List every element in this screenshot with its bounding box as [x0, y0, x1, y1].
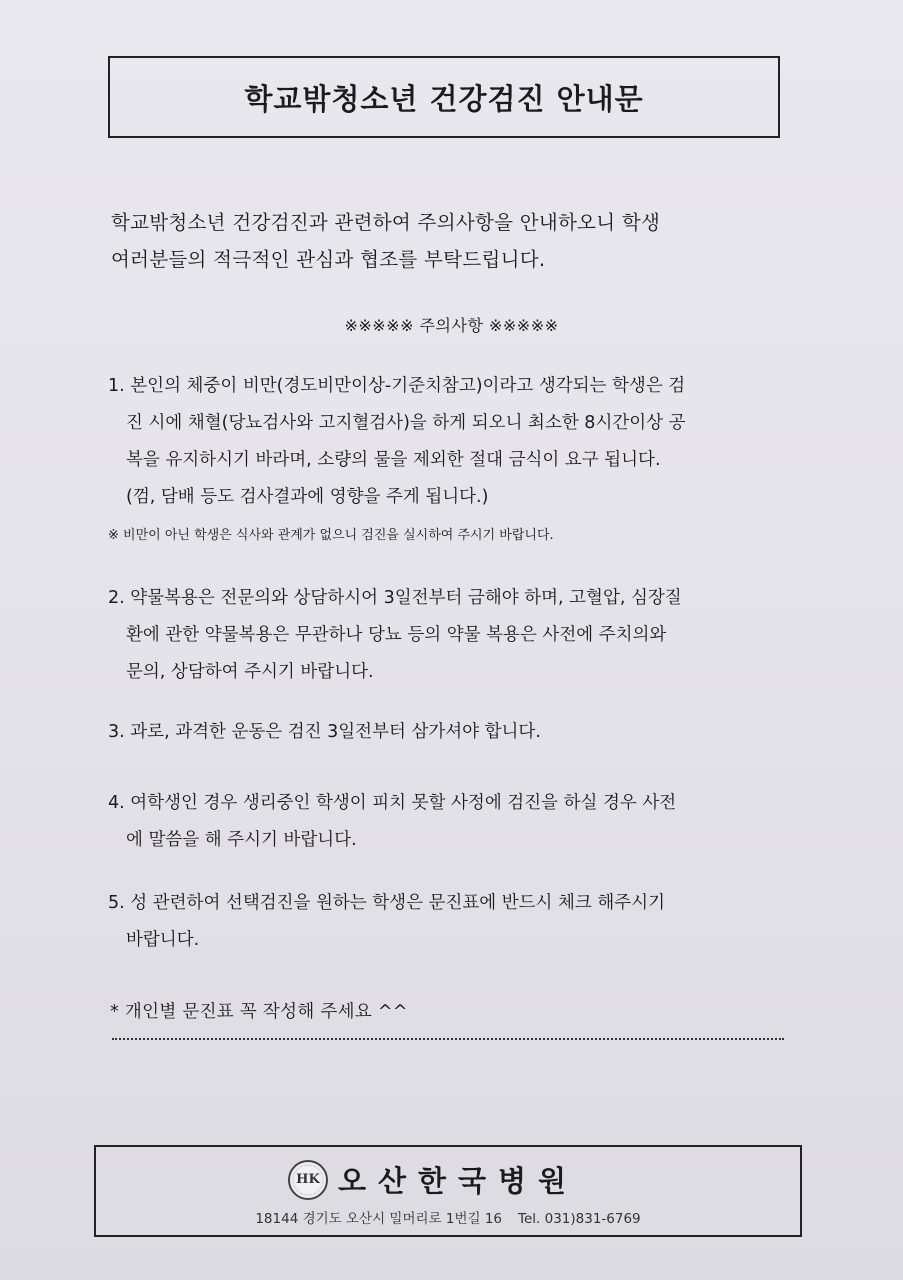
intro-line: 여러분들의 적극적인 관심과 협조를 부탁드립니다.	[111, 248, 546, 271]
notice-item-2	[108, 580, 798, 691]
item-line: 5. 성 관련하여 선택검진을 원하는 학생은 문진표에 반드시 체크 해주시기	[108, 893, 666, 913]
hospital-name: 오산한국병원	[337, 1164, 579, 1198]
item-line: 진 시에 채혈(당뇨검사와 고지혈검사)을 하게 되오니 최소한 8시간이상 공	[126, 413, 686, 433]
notice-item-5	[108, 885, 798, 959]
hospital-logo-icon	[288, 1160, 328, 1200]
reminder-text: * 개인별 문진표 꼭 작성해 주세요 ^^	[110, 1002, 408, 1022]
address-text: 18144 경기도 오산시 밀머리로 1번길 16	[255, 1211, 503, 1227]
dotted-divider	[112, 1038, 784, 1040]
notice-heading: ※※※※※ 주의사항 ※※※※※	[344, 316, 559, 335]
item-line: (껌, 담배 등도 검사결과에 영향을 주게 됩니다.)	[126, 487, 489, 507]
note-text: ※ 비만이 아닌 학생은 식사와 관계가 없으니 검진을 실시하여 주시기 바랍니다.	[108, 528, 554, 543]
item-line: 1. 본인의 체중이 비만(경도비만이상-기준치참고)이라고 생각되는 학생은 검	[108, 376, 686, 396]
footer-box	[94, 1145, 802, 1237]
item-line: 바랍니다.	[126, 930, 200, 950]
notice-item-3	[108, 714, 798, 751]
address-line	[96, 1207, 800, 1227]
intro-paragraph	[111, 204, 801, 278]
item-line: 환에 관한 약물복용은 무관하나 당뇨 등의 약물 복용은 사전에 주치의와	[126, 625, 667, 645]
item-line: 복을 유지하시기 바라며, 소량의 물을 제외한 절대 금식이 요구 됩니다.	[126, 450, 661, 470]
item-line: 2. 약물복용은 전문의와 상담하시어 3일전부터 금해야 하며, 고혈압, 심장질	[108, 588, 682, 608]
tel-text: Tel. 031)831-6769	[518, 1211, 641, 1227]
logo-text: HK	[296, 1172, 320, 1187]
item-line: 문의, 상담하여 주시기 바랍니다.	[126, 662, 374, 682]
document-title: 학교밖청소년 건강검진 안내문	[244, 81, 644, 116]
notice-item-1	[108, 368, 798, 516]
intro-line: 학교밖청소년 건강검진과 관련하여 주의사항을 안내하오니 학생	[111, 211, 661, 234]
item-line: 에 말씀을 해 주시기 바랍니다.	[126, 830, 357, 850]
title-box	[108, 56, 780, 138]
item-line: 4. 여학생인 경우 생리중인 학생이 피치 못할 사정에 검진을 하실 경우 사전	[108, 793, 677, 813]
item-line: 3. 과로, 과격한 운동은 검진 3일전부터 삼가셔야 합니다.	[108, 722, 541, 742]
hospital-header	[96, 1159, 800, 1200]
notice-item-4	[108, 785, 798, 859]
